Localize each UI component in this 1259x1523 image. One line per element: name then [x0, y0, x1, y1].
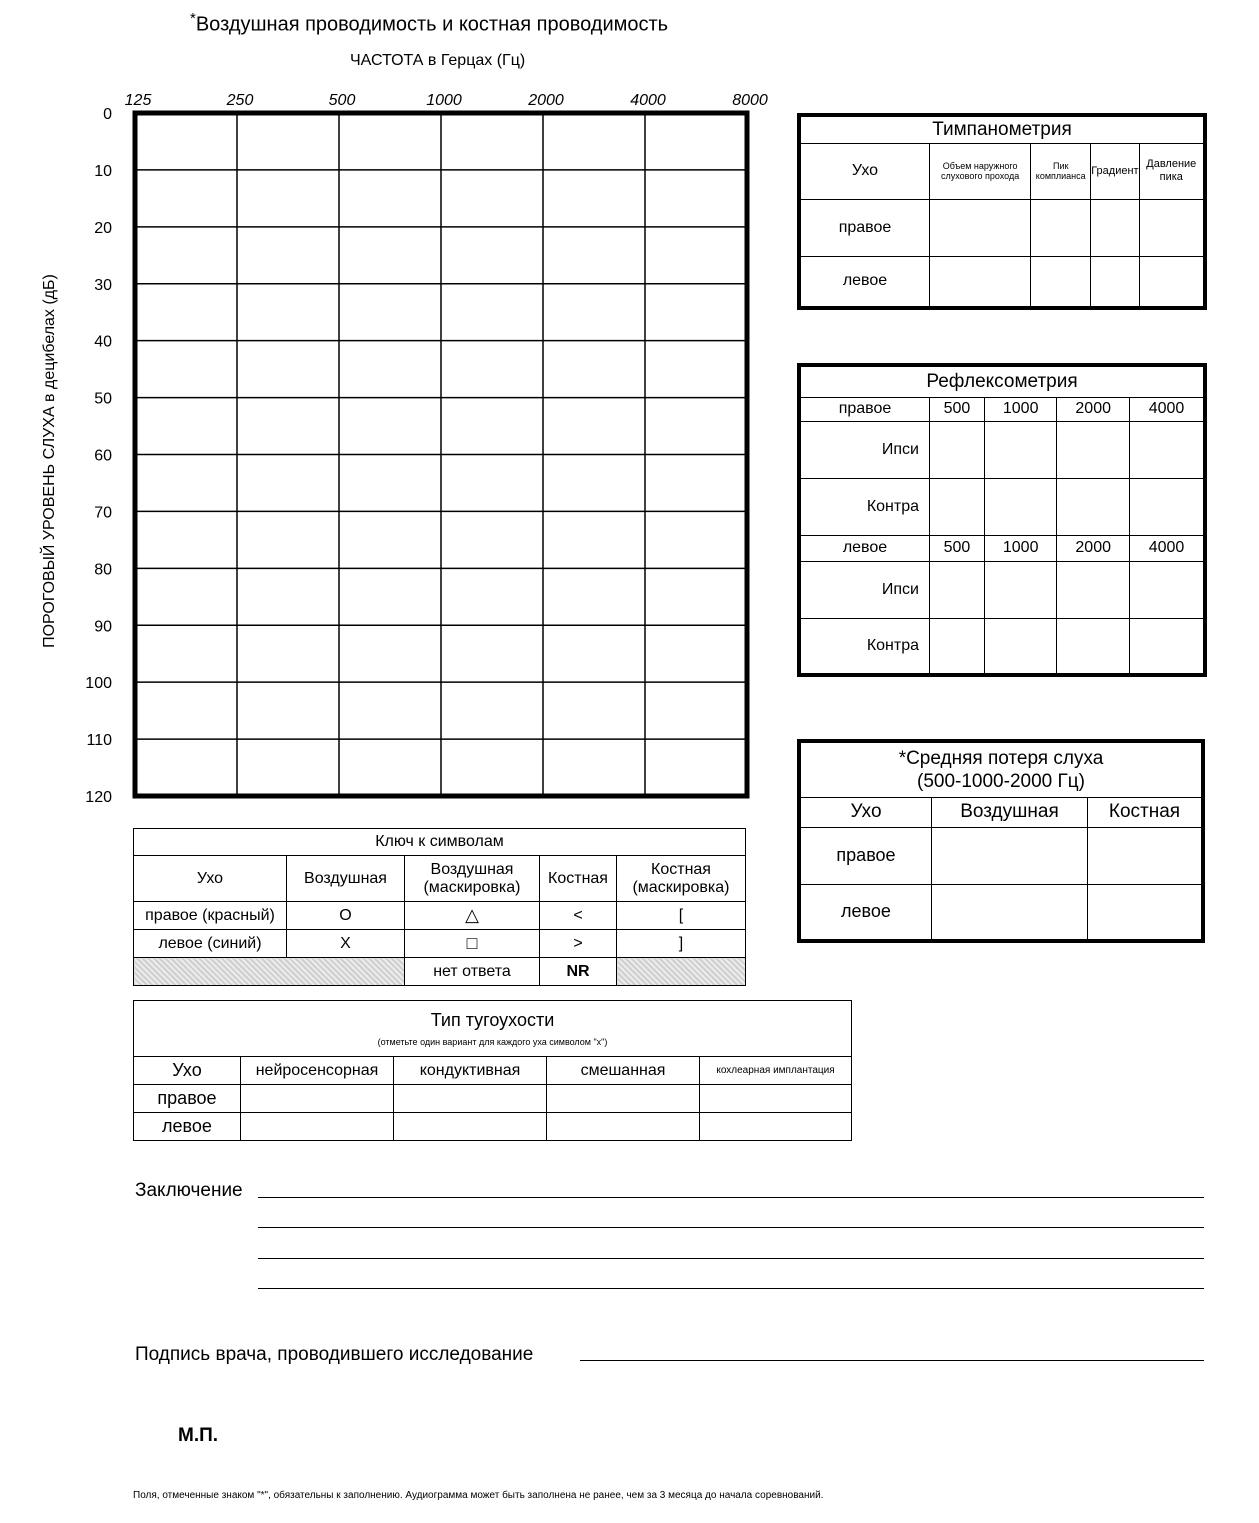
loss-header-sensorineural: нейросенсорная — [241, 1057, 394, 1085]
freq-tick-label: 125 — [124, 92, 152, 109]
footnote: Поля, отмеченные знаком "*", обязательны к заполнению. Аудиограмма может быть заполнена не ранее, чем за 3 месяца до начала соревнований. — [133, 1490, 824, 1501]
db-tick-label: 20 — [94, 219, 112, 237]
key-row-left: левое (синий) — [134, 930, 287, 958]
loss-type-title — [134, 1001, 852, 1057]
reflex-cell[interactable] — [1129, 618, 1205, 675]
conclusion-line[interactable] — [258, 1288, 1204, 1289]
symbol-key-table — [133, 828, 746, 986]
reflex-cell[interactable] — [930, 421, 985, 478]
reflex-cell[interactable] — [1129, 421, 1205, 478]
reflex-freq: 2000 — [1057, 535, 1130, 561]
shaded-cell — [617, 958, 746, 986]
tymp-cell[interactable] — [1139, 256, 1205, 308]
y-axis-label: ПОРОГОВЫЙ УРОВЕНЬ СЛУХА в децибелах (дБ) — [41, 274, 58, 648]
avg-header-ear: Ухо — [799, 797, 932, 827]
freq-tick-label: 1000 — [426, 92, 462, 109]
key-header-ear: Ухо — [134, 856, 287, 902]
reflex-left-label: левое — [799, 535, 930, 561]
reflex-cell[interactable] — [984, 478, 1057, 535]
loss-cell[interactable] — [700, 1113, 852, 1141]
reflex-cell[interactable] — [1057, 421, 1130, 478]
conclusion-line[interactable] — [258, 1258, 1204, 1259]
key-symbol: ] — [617, 930, 746, 958]
average-loss-table — [797, 739, 1205, 943]
tymp-cell[interactable] — [1031, 256, 1091, 308]
key-symbol: [ — [617, 902, 746, 930]
tymp-header-gradient: Градиент — [1091, 143, 1139, 199]
loss-header-ear: Ухо — [134, 1057, 241, 1085]
tymp-cell[interactable] — [930, 199, 1031, 256]
db-tick-label: 50 — [94, 390, 112, 408]
reflex-freq: 2000 — [1057, 397, 1130, 421]
symbol-key-title: Ключ к символам — [134, 829, 746, 856]
key-symbol: □ — [405, 930, 540, 958]
audiogram-title-text: Воздушная проводимость и костная проводимость — [195, 13, 669, 36]
freq-tick-label: 8000 — [732, 92, 768, 109]
conclusion-label: Заключение — [135, 1180, 243, 1201]
loss-cell[interactable] — [547, 1113, 700, 1141]
audiogram-chart — [0, 80, 790, 815]
reflex-cell[interactable] — [984, 561, 1057, 618]
reflex-cell[interactable] — [930, 478, 985, 535]
tymp-cell[interactable] — [1031, 199, 1091, 256]
freq-tick-label: 250 — [226, 92, 254, 109]
tymp-cell[interactable] — [1091, 199, 1139, 256]
hearing-loss-type-table — [133, 1000, 852, 1141]
loss-cell[interactable] — [394, 1113, 547, 1141]
db-tick-label: 10 — [94, 162, 112, 180]
signature-label: Подпись врача, проводившего исследование — [135, 1344, 534, 1365]
reflex-cell[interactable] — [1129, 478, 1205, 535]
key-symbol: X — [287, 930, 405, 958]
loss-type-subtitle: (отметьте один вариант для каждого уха символом "х") — [377, 1037, 608, 1047]
db-tick-label: 30 — [94, 276, 112, 294]
reflex-cell[interactable] — [984, 618, 1057, 675]
avg-cell[interactable] — [1087, 884, 1203, 941]
db-tick-label: 100 — [85, 675, 112, 693]
db-tick-label: 120 — [85, 789, 112, 806]
tympanometry-table — [797, 113, 1207, 310]
conclusion-line[interactable] — [258, 1227, 1204, 1228]
key-symbol: △ — [405, 902, 540, 930]
key-symbol: > — [540, 930, 617, 958]
avg-cell[interactable] — [932, 827, 1088, 884]
reflex-cell[interactable] — [984, 421, 1057, 478]
no-response-label: нет ответа — [405, 958, 540, 986]
key-symbol: O — [287, 902, 405, 930]
db-tick-label: 90 — [94, 618, 112, 636]
key-header-air: Воздушная — [287, 856, 405, 902]
key-header-air-mask: Воздушная (маскировка) — [405, 856, 540, 902]
freq-tick-label: 4000 — [630, 92, 666, 109]
reflex-row-ipsi: Ипси — [799, 561, 930, 618]
average-loss-title-line1: *Средняя потеря слуха — [898, 747, 1104, 769]
reflex-cell[interactable] — [1129, 561, 1205, 618]
loss-cell[interactable] — [394, 1085, 547, 1113]
reflexometry-table — [797, 363, 1207, 677]
average-loss-title-line2: (500-1000-2000 Гц) — [917, 770, 1085, 792]
tymp-cell[interactable] — [1139, 199, 1205, 256]
reflex-freq: 500 — [930, 535, 985, 561]
freq-tick-label: 500 — [328, 92, 356, 109]
signature-line[interactable] — [580, 1360, 1204, 1361]
tympanometry-title: Тимпанометрия — [799, 115, 1205, 143]
db-tick-label: 40 — [94, 333, 112, 351]
audiogram-title — [190, 10, 668, 37]
db-tick-label: 80 — [94, 561, 112, 579]
reflex-cell[interactable] — [1057, 561, 1130, 618]
tymp-row-right: правое — [799, 199, 930, 256]
reflexometry-title: Рефлексометрия — [799, 365, 1205, 397]
avg-row-right: правое — [799, 827, 932, 884]
db-tick-label: 110 — [86, 732, 112, 750]
tymp-header-pressure: Давление пика — [1139, 143, 1205, 199]
loss-row-right: правое — [134, 1085, 241, 1113]
reflex-cell[interactable] — [930, 618, 985, 675]
average-loss-title — [799, 741, 1203, 797]
reflex-row-contra: Контра — [799, 478, 930, 535]
loss-row-left: левое — [134, 1113, 241, 1141]
key-row-right: правое (красный) — [134, 902, 287, 930]
freq-tick-label: 2000 — [528, 92, 564, 109]
reflex-freq: 500 — [930, 397, 985, 421]
reflex-row-ipsi: Ипси — [799, 421, 930, 478]
reflex-freq: 1000 — [984, 397, 1057, 421]
loss-cell[interactable] — [241, 1113, 394, 1141]
db-tick-label: 70 — [94, 504, 112, 522]
loss-header-conductive: кондуктивная — [394, 1057, 547, 1085]
loss-header-cochlear: кохлеарная имплантация — [700, 1057, 852, 1085]
frequency-axis-label: ЧАСТОТА в Герцах (Гц) — [350, 52, 526, 69]
reflex-right-label: правое — [799, 397, 930, 421]
reflex-cell[interactable] — [930, 561, 985, 618]
tymp-cell[interactable] — [1091, 256, 1139, 308]
avg-header-bone: Костная — [1087, 797, 1203, 827]
stamp-label: М.П. — [178, 1425, 219, 1446]
reflex-freq: 1000 — [984, 535, 1057, 561]
key-symbol: < — [540, 902, 617, 930]
no-response-symbol: NR — [540, 958, 617, 986]
db-tick-label: 0 — [103, 106, 112, 123]
avg-row-left: левое — [799, 884, 932, 941]
avg-cell[interactable] — [932, 884, 1088, 941]
key-header-bone-mask: Костная (маскировка) — [617, 856, 746, 902]
reflex-cell[interactable] — [1057, 478, 1130, 535]
loss-cell[interactable] — [700, 1085, 852, 1113]
db-tick-label: 60 — [94, 447, 112, 465]
loss-cell[interactable] — [547, 1085, 700, 1113]
loss-cell[interactable] — [241, 1085, 394, 1113]
avg-header-air: Воздушная — [932, 797, 1088, 827]
loss-type-title-text: Тип тугоухости — [430, 1010, 555, 1030]
tymp-row-left: левое — [799, 256, 930, 308]
reflex-row-contra: Контра — [799, 618, 930, 675]
tymp-header-peak: Пик комплианса — [1031, 143, 1091, 199]
avg-cell[interactable] — [1087, 827, 1203, 884]
shaded-cell — [134, 958, 405, 986]
key-header-bone: Костная — [540, 856, 617, 902]
reflex-cell[interactable] — [1057, 618, 1130, 675]
tymp-header-ear: Ухо — [799, 143, 930, 199]
reflex-freq: 4000 — [1129, 535, 1205, 561]
reflex-freq: 4000 — [1129, 397, 1205, 421]
tymp-cell[interactable] — [930, 256, 1031, 308]
loss-header-mixed: смешанная — [547, 1057, 700, 1085]
tymp-header-volume: Объем наружного слухового прохода — [930, 143, 1031, 199]
required-mark: * — [190, 10, 196, 27]
conclusion-line[interactable] — [258, 1197, 1204, 1198]
